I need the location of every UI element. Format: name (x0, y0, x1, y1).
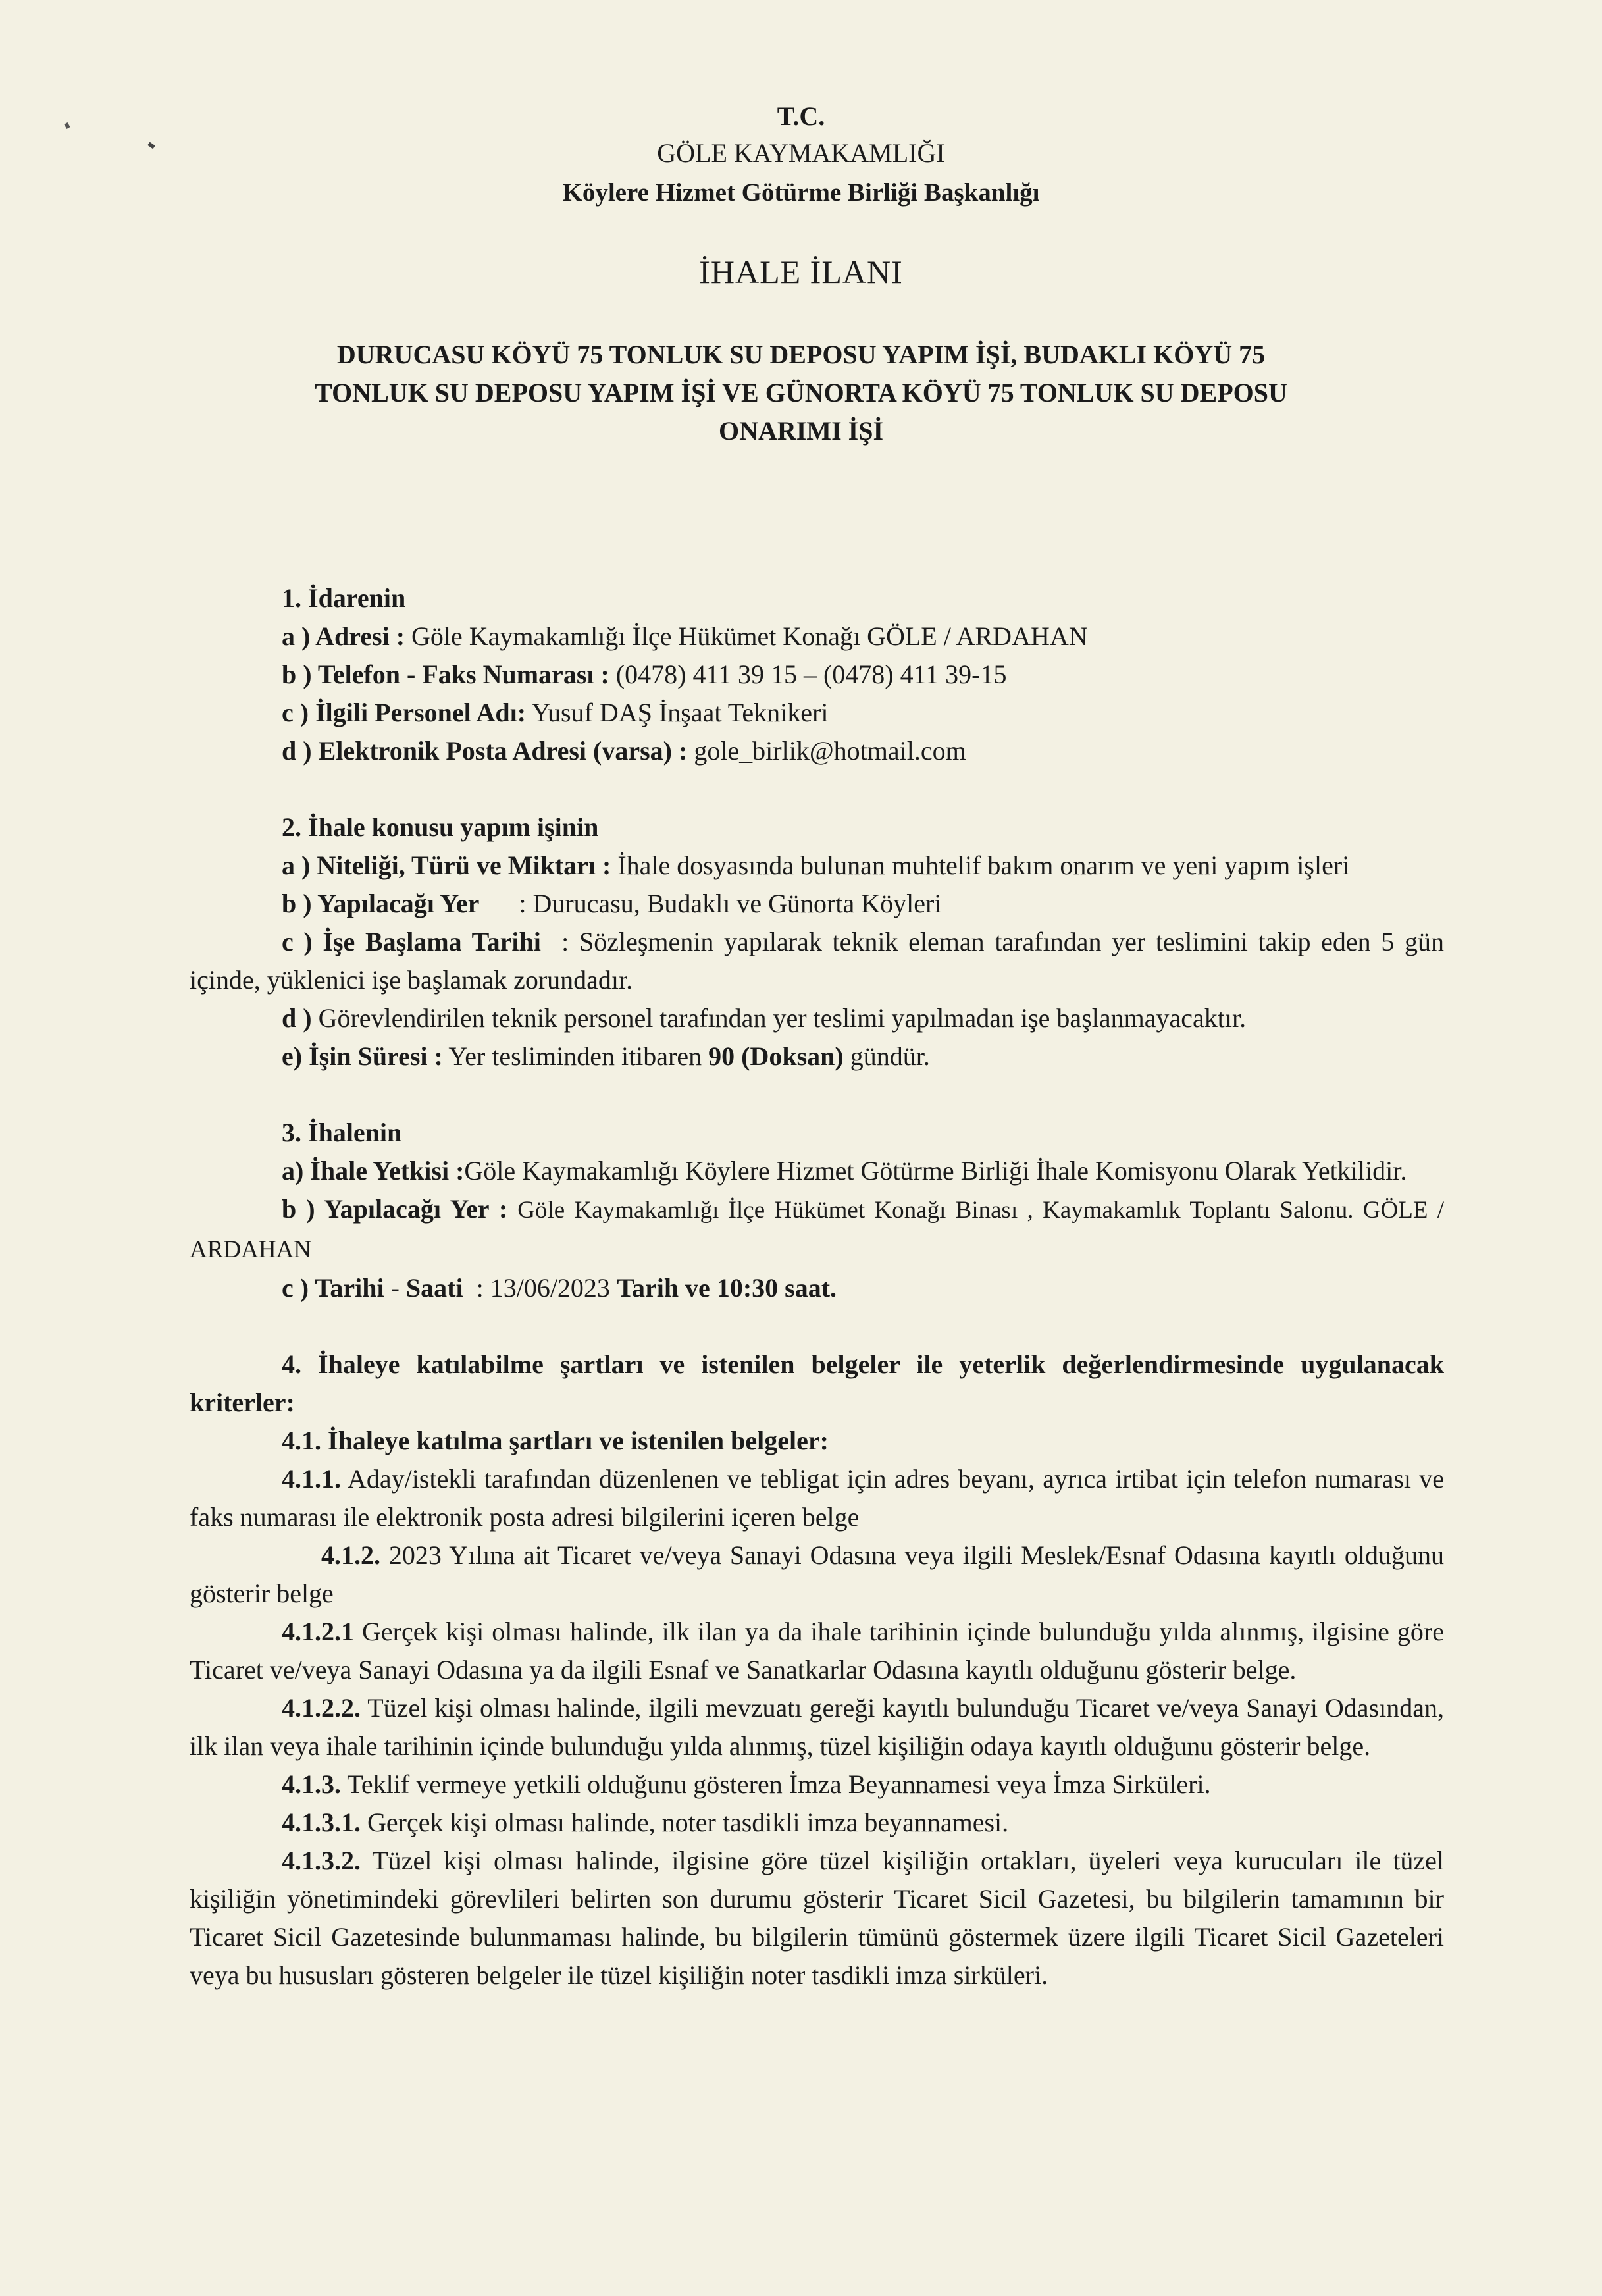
s2-nature-label: a ) Niteliği, Türü ve Miktarı : (282, 850, 611, 880)
item-4-1-1-text: Aday/istekli tarafından düzenlenen ve tebligat için adres beyanı, ayrıca irtibat için telefon numarası ve faks numarası ile elektronik posta adresi bilgilerini içeren belge (190, 1464, 1444, 1532)
item-4-1-3-number: 4.1.3. (282, 1769, 341, 1799)
s3-location (190, 1190, 1444, 1269)
item-4-1-3-1-text: Gerçek kişi olması halinde, noter tasdikli imza beyannamesi. (367, 1808, 1009, 1837)
s3-date-value: : 13/06/2023 (476, 1273, 610, 1303)
s2-duration-label: e) İşin Süresi : (282, 1041, 443, 1071)
s1-phone-value: (0478) 411 39 15 – (0478) 411 39-15 (615, 660, 1007, 689)
s1-personnel-label: c ) İlgili Personel Adı: (282, 698, 527, 727)
s2-start-date (190, 923, 1444, 999)
subject-block (197, 336, 1405, 450)
section-3-heading: 3. İhalenin (282, 1118, 402, 1147)
item-4-1-3-2-text: Tüzel kişi olması halinde, ilgisine göre tüzel kişiliğin ortakları, üyeleri veya kurucuları ile tüzel kişiliğin yönetimindeki görevlileri belirten son durumu gösterir Ticaret Sicil Gazetesi, bu bilgilerin tamamının bir Ticaret Sicil Gazetesinde bulunmaması halinde, bu bilgilerin tümünü göstermek üzere ilgili Ticaret Sicil Gazeteleri veya bu hususları gösteren belgeler ile tüzel kişiliğin noter tasdikli imza sirküleri. (190, 1846, 1444, 1990)
item-4-1-3-1 (190, 1804, 1444, 1842)
s2-nature-value: İhale dosyasında bulunan muhtelif bakım onarım ve yeni yapım işleri (617, 850, 1350, 880)
s1-email-value: gole_birlik@hotmail.com (694, 736, 966, 766)
item-4-1-3-2 (190, 1842, 1444, 1995)
s2-personnel (190, 999, 1444, 1037)
announcement-title: İHALE İLANI (699, 253, 903, 290)
item-4-1-2-1 (190, 1613, 1444, 1689)
item-4-1-3-2-number: 4.1.3.2. (282, 1846, 361, 1875)
item-4-1-3-text: Teklif vermeye yetkili olduğunu gösteren İmza Beyannamesi veya İmza Sirküleri. (347, 1769, 1211, 1799)
item-4-1-2-number: 4.1.2. (321, 1540, 380, 1570)
s1-address-value: Göle Kaymakamlığı İlçe Hükümet Konağı GÖLE / ARDAHAN (411, 621, 1088, 651)
header-line-tc: T.C. (777, 101, 825, 131)
item-4-1-3-1-number: 4.1.3.1. (282, 1808, 361, 1837)
header-line-kaymakamlik: GÖLE KAYMAKAMLIĞI (657, 138, 945, 168)
s2-location-value: : Durucasu, Budaklı ve Günorta Köyleri (519, 889, 942, 918)
document-body (190, 579, 1444, 1995)
s3-authority-value: Göle Kaymakamlığı Köylere Hizmet Götürme Birliği İhale Komisyonu Olarak Yetkilidir. (464, 1156, 1407, 1186)
section-4-heading: 4. İhaleye katılabilme şartları ve istenilen belgeler ile yeterlik değerlendirmesinde uygulanacak kriterler: (190, 1349, 1444, 1417)
item-4-1-2-text: 2023 Yılına ait Ticaret ve/veya Sanayi Odasına veya ilgili Meslek/Esnaf Odasına kayıtlı olduğunu gösterir belge (190, 1540, 1444, 1608)
s2-nature (190, 847, 1444, 885)
s3-datetime-label: c ) Tarihi - Saati (282, 1273, 463, 1303)
s2-d-value: Görevlendirilen teknik personel tarafından yer teslimi yapılmadan işe başlanmayacaktır. (318, 1003, 1247, 1033)
item-4-1-3 (190, 1765, 1444, 1804)
s2-location-label: b ) Yapılacağı Yer (282, 889, 480, 918)
s1-address (190, 617, 1444, 656)
item-4-1-2-1-number: 4.1.2.1 (282, 1617, 354, 1646)
item-4-1-2-2-text: Tüzel kişi olması halinde, ilgili mevzuatı gereği kayıtlı bulunduğu Ticaret ve/veya Sanayi Odasından, ilk ilan veya ihale tarihinin içinde bulunduğu yılda alınmış, tüzel kişiliğin odaya kayıtlı olduğunu gösterir belge. (190, 1693, 1444, 1761)
section-4-1-heading: 4.1. İhaleye katılma şartları ve istenilen belgeler: (282, 1426, 829, 1455)
s2-duration (190, 1037, 1444, 1076)
section-2-heading: 2. İhale konusu yapım işinin (282, 812, 599, 842)
subject-line: ONARIMI İŞİ (718, 416, 884, 446)
item-4-1-2-2-number: 4.1.2.2. (282, 1693, 361, 1723)
s3-location-value: Göle Kaymakamlığı İlçe Hükümet Konağı Binası , Kaymakamlık Toplantı Salonu. GÖLE / ARDAHAN (190, 1197, 1445, 1263)
section-1-heading: 1. İdarenin (282, 583, 406, 613)
s1-email (190, 732, 1444, 770)
s2-location (190, 885, 1444, 923)
item-4-1-1-number: 4.1.1. (282, 1464, 341, 1494)
s2-start-label: c ) İşe Başlama Tarihi (282, 927, 541, 956)
s1-personnel-value: Yusuf DAŞ İnşaat Teknikeri (531, 698, 829, 727)
s3-authority (190, 1152, 1444, 1190)
s1-email-label: d ) Elektronik Posta Adresi (varsa) : (282, 736, 688, 766)
item-4-1-2-1-text: Gerçek kişi olması halinde, ilk ilan ya da ihale tarihinin içinde bulunduğu yılda alınmış, ilgisine göre Ticaret ve/veya Sanayi Odasına ya da ilgili Esnaf ve Sanatkarlar Odasına kayıtlı olduğunu gösterir belge. (190, 1617, 1444, 1684)
s3-datetime (190, 1269, 1444, 1307)
s2-duration-value: Yer tesliminden itibaren (448, 1041, 702, 1071)
s2-d-label: d ) (282, 1003, 312, 1033)
s3-authority-label: a) İhale Yetkisi : (282, 1156, 465, 1186)
header-line-birlik: Köylere Hizmet Götürme Birliği Başkanlığı (562, 178, 1040, 207)
s1-phone-label: b ) Telefon - Faks Numarası : (282, 660, 609, 689)
s2-duration-days: 90 (Doksan) (708, 1041, 844, 1071)
item-4-1-2 (190, 1536, 1444, 1613)
item-4-1-2-2 (190, 1689, 1444, 1765)
s3-time-value: Tarih ve 10:30 saat. (616, 1273, 837, 1303)
s2-start-value: : Sözleşmenin yapılarak teknik eleman tarafından yer teslimini takip eden 5 gün içinde, yüklenici işe başlamak zorundadır. (190, 927, 1445, 995)
s2-duration-suffix: gündür. (850, 1041, 930, 1071)
s1-personnel (190, 694, 1444, 732)
item-4-1-1 (190, 1460, 1444, 1536)
subject-line: DURUCASU KÖYÜ 75 TONLUK SU DEPOSU YAPIM İŞİ, BUDAKLI KÖYÜ 75 (336, 340, 1266, 369)
s1-address-label: a ) Adresi : (282, 621, 405, 651)
s1-phone (190, 656, 1444, 694)
s3-location-label: b ) Yapılacağı Yer : (282, 1194, 508, 1224)
subject-line: TONLUK SU DEPOSU YAPIM İŞİ VE GÜNORTA KÖYÜ 75 TONLUK SU DEPOSU (315, 378, 1287, 407)
